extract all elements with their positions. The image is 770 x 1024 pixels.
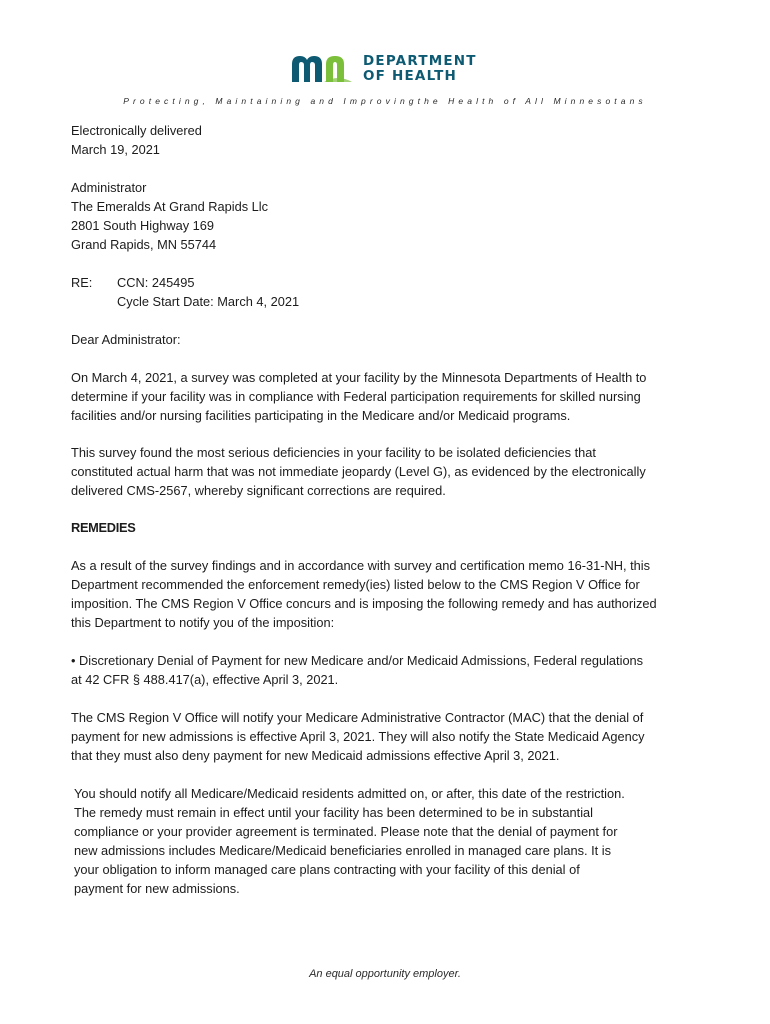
- paragraph-line: On March 4, 2021, a survey was completed at your facility by the Minnesota Departments of Health to: [71, 370, 647, 385]
- paragraph-line: delivered CMS-2567, whereby significant corrections are required.: [71, 483, 446, 498]
- salutation-text: Dear Administrator:: [71, 332, 181, 347]
- logo-line-2: OF HEALTH: [363, 68, 458, 84]
- paragraph-line: that they must also deny payment for new Medicaid admissions effective April 3, 2021.: [71, 748, 560, 763]
- logo-n-shape: [326, 56, 344, 82]
- paragraph-line: this Department to notify you of the imposition:: [71, 615, 335, 630]
- remedies-heading: [71, 518, 711, 537]
- recipient-title: Administrator: [71, 180, 147, 195]
- paragraph-line: As a result of the survey findings and in accordance with survey and certification memo 16-31-NH, this: [71, 558, 650, 573]
- delivery-method: Electronically delivered: [71, 123, 202, 138]
- paragraph-line: your obligation to inform managed care plans contracting with your facility of this denial of: [74, 862, 580, 877]
- paragraph-deficiencies: [71, 443, 711, 500]
- tagline: Protecting, Maintaining and Improvingthe Health of All Minnesotans: [123, 96, 647, 106]
- paragraph-line: Department recommended the enforcement remedy(ies) listed below to the CMS Region V Office for: [71, 577, 640, 592]
- paragraph-line: imposition. The CMS Region V Office concurs and is imposing the following remedy and has authorized: [71, 596, 657, 611]
- mdh-logo: [290, 52, 490, 86]
- bullet-line: • Discretionary Denial of Payment for new Medicare and/or Medicaid Admissions, Federal regulations: [71, 653, 644, 668]
- paragraph-line: constituted actual harm that was not immediate jeopardy (Level G), as evidenced by the electronically: [71, 464, 646, 479]
- re-label: RE:: [71, 275, 93, 290]
- salutation: [71, 330, 711, 349]
- paragraph-line: new admissions includes Medicare/Medicaid beneficiaries enrolled in managed care plans. It is: [74, 843, 612, 858]
- paragraph-line: determine if your facility was in compliance with Federal participation requirements for skilled nursing: [71, 389, 641, 404]
- paragraph-survey: [71, 368, 711, 425]
- remedy-bullet: [71, 651, 711, 689]
- paragraph-line: payment for new admissions is effective April 3, 2021. They will also notify the State Medicaid Agency: [71, 729, 645, 744]
- letter-date: March 19, 2021: [71, 142, 160, 157]
- recipient-facility: The Emeralds At Grand Rapids Llc: [71, 199, 269, 214]
- paragraph-line: facilities and/or nursing facilities participating in the Medicare and/or Medicaid programs.: [71, 408, 571, 423]
- footer-equal-opportunity: An equal opportunity employer.: [309, 968, 461, 980]
- re-values: [117, 273, 299, 311]
- paragraph-line: This survey found the most serious deficiencies in your facility to be isolated deficiencies that: [71, 445, 596, 460]
- bullet-line: at 42 CFR § 488.417(a), effective April 3, 2021.: [71, 672, 339, 687]
- recipient-address: [71, 178, 711, 254]
- paragraph-notify-residents: [74, 784, 714, 898]
- cycle-start-date: Cycle Start Date: March 4, 2021: [117, 294, 300, 309]
- re-block: [71, 273, 711, 313]
- delivery-block: [71, 121, 711, 159]
- paragraph-line: The CMS Region V Office will notify your Medicare Administrative Contractor (MAC) that the denial of: [71, 710, 644, 725]
- logo-m-shape: [292, 56, 322, 82]
- mn-logo-mark: [290, 52, 354, 84]
- recipient-street: 2801 South Highway 169: [71, 218, 215, 233]
- logo-wordmark: [363, 54, 477, 84]
- recipient-city: Grand Rapids, MN 55744: [71, 237, 217, 252]
- paragraph-line: compliance or your provider agreement is terminated. Please note that the denial of payment for: [74, 824, 618, 839]
- paragraph-line: You should notify all Medicare/Medicaid residents admitted on, or after, this date of the restriction.: [74, 786, 625, 801]
- paragraph-mac-notice: [71, 708, 711, 765]
- ccn: CCN: 245495: [117, 275, 195, 290]
- remedies-heading-text: REMEDIES: [71, 520, 136, 535]
- paragraph-remedy-result: [71, 556, 711, 632]
- paragraph-line: The remedy must remain in effect until your facility has been determined to be in substantial: [74, 805, 594, 820]
- logo-line-1: DEPARTMENT: [363, 53, 477, 69]
- paragraph-line: payment for new admissions.: [74, 881, 240, 896]
